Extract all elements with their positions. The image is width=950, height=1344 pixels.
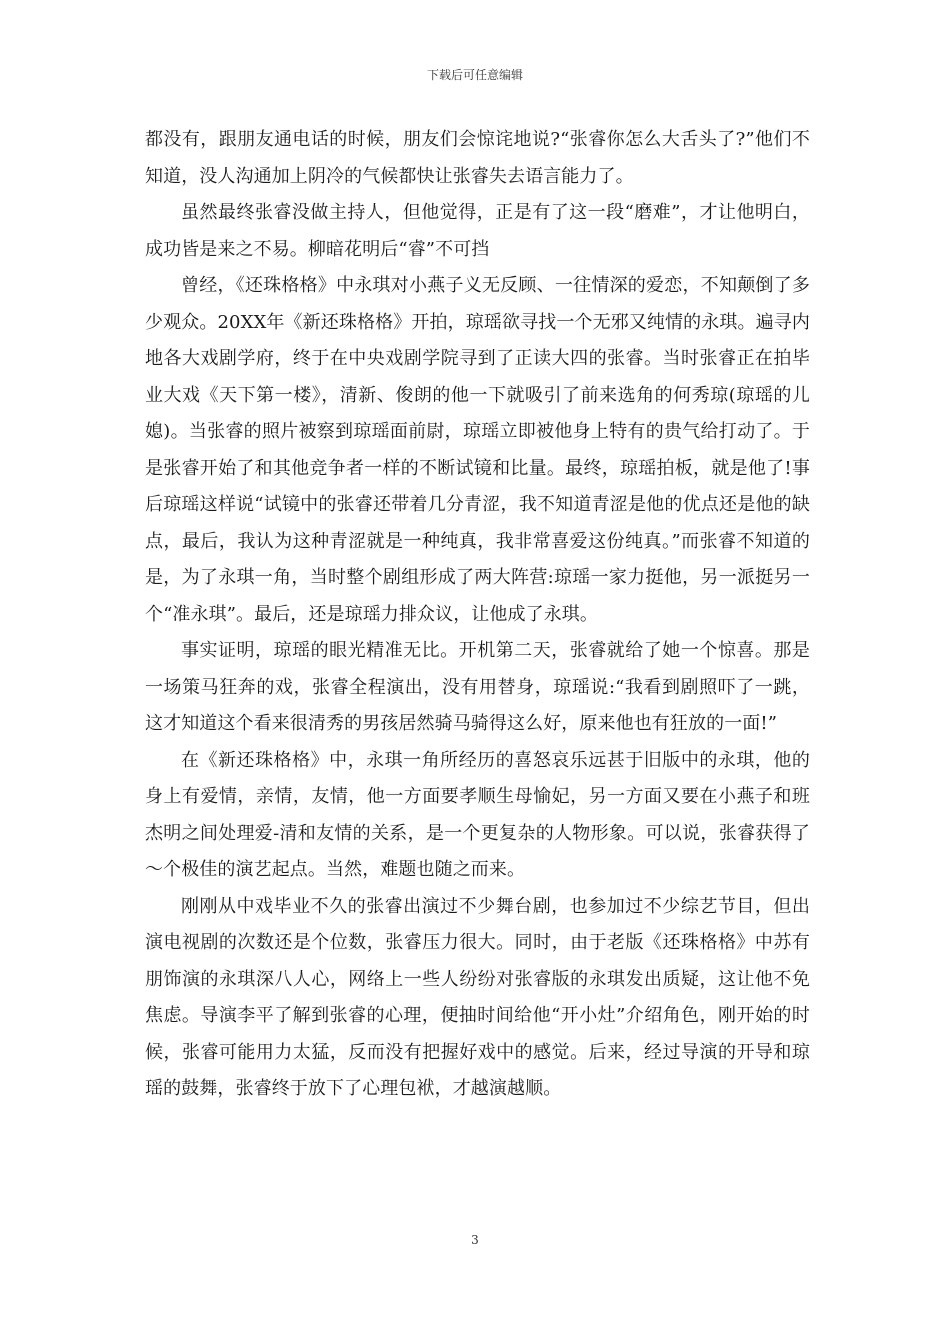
paragraph-5: 在《新还珠格格》中，永琪一角所经历的喜怒哀乐远甚于旧版中的永琪，他的身上有爱情，亲情，友情，他一方面要孝顺生母愉妃，另一方面又要在小燕子和班杰明之间处理爱-清和友情的关系，是一个更复杂的人物形象。可以说，张睿获得了～个极佳的演艺起点。当然，难题也随之而来。 (145, 749, 810, 880)
page-header: 下载后可任意编辑 (426, 68, 523, 82)
paragraph-1: 都没有，跟朋友通电话的时候，朋友们会惊诧地说?“张睿你怎么大舌头了?”他们不知道，没人沟通加上阴冷的气候都快让张睿失去语言能力了。 (145, 129, 810, 187)
paragraph-3: 曾经，《还珠格格》中永琪对小燕子义无反顾、一往情深的爱恋，不知颠倒了多少观众。20XX年《新还珠格格》开拍，琼瑶欲寻找一个无邪又纯情的永琪。遍寻内地各大戏剧学府，终于在中央戏剧学院寻到了正读大四的张睿。当时张睿正在拍毕业大戏《天下第一楼》，清新、俊朗的他一下就吸引了前来选角的何秀琼(琼瑶的儿媳)。当张睿的照片被察到琼瑶面前尉，琼瑶立即被他身上特有的贵气给打动了。于是张睿开始了和其他竞争者一样的不断试镜和比量。最终，琼瑶拍板，就是他了!事后琼瑶这样说“试镜中的张睿还带着几分青涩，我不知道青涩是他的优点还是他的缺点，最后，我认为这种青涩就是一种纯真，我非常喜爱这份纯真。”而张睿不知道的是，为了永琪一角，当时整个剧组形成了两大阵营:琼瑶一家力挺他，另一派挺另一个“准永琪”。最后，还是琼瑶力排众议，让他成了永琪。 (145, 275, 810, 625)
paragraph-4: 事实证明，琼瑶的眼光精准无比。开机第二天，张睿就给了她一个惊喜。那是一场策马狂奔的戏，张睿全程演出，没有用替身，琼瑶说:“我看到剧照吓了一跳，这才知道这个看来很清秀的男孩居然骑马骑得这么好，原来他也有狂放的一面!” (145, 640, 810, 734)
paragraph-6: 刚刚从中戏毕业不久的张睿出演过不少舞台剧，也参加过不少综艺节目，但出演电视剧的次数还是个位数，张睿压力很大。同时，由于老版《还珠格格》中苏有朋饰演的永琪深八人心，网络上一些人纷纷对张睿版的永琪发出质疑，这让他不免焦虑。导演李平了解到张睿的心理，便抽时间给他“开小灶”介绍角色，刚开始的时候，张睿可能用力太猛，反而没有把握好戏中的感觉。后来，经过导演的开导和琼瑶的鼓舞，张睿终于放下了心理包袱，才越演越顺。 (145, 895, 810, 1099)
document-body (145, 122, 810, 1108)
paragraph-2: 虽然最终张睿没做主持人，但他觉得，正是有了这一段“磨难”，才让他明白，成功皆是来之不易。柳暗花明后“睿”不可挡 (145, 202, 810, 260)
page-number: 3 (471, 1233, 479, 1247)
